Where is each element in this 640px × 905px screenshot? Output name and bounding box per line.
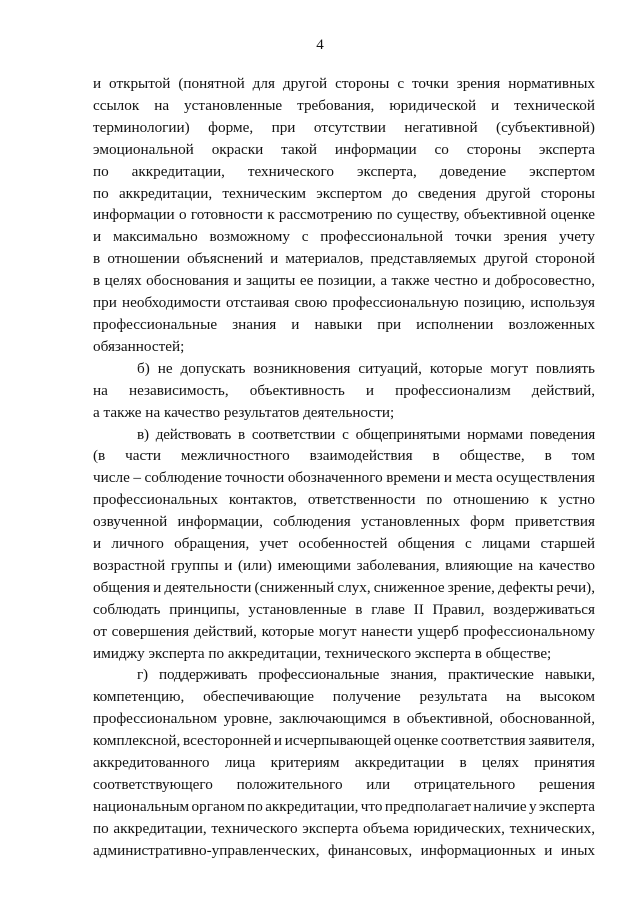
text-line: административно-управленческих, финансовых, информационных и иных [93,841,595,859]
text-line: в целях обоснования и защиты ее позиции, а также честно и добросовестно, [93,272,595,290]
text-line: профессиональном уровне, заключающимся в объективной, обоснованной, [93,710,595,728]
text-line: в отношении объяснений и материалов, представляемых другой стороной [93,250,595,268]
paragraph-item-v [93,424,595,665]
text-line: а также на качество результатов деятельности; [93,403,395,421]
text-line: общения и деятельности (сниженный слух, сниженное зрение, дефекты речи), [93,578,595,596]
text-line: на независимость, объективность и профессионализм действий, [93,381,595,399]
text-line: обязанностей; [93,337,185,355]
text-line: от совершения действий, которые могут нанести ущерб профессиональному [93,622,595,640]
paragraph-continuation [93,73,595,358]
text-line: и личного обращения, учет особенностей общения с лицами старшей [93,535,595,553]
text-line: компетенцию, обеспечивающие получение результата на высоком [93,688,595,706]
text-line: и открытой (понятной для другой стороны с точки зрения нормативных [93,75,595,92]
text-line: национальным органом по аккредитации, что предполагает наличие у эксперта [93,797,595,815]
text-line: по аккредитации, технического эксперта, доведение экспертом [93,162,595,180]
paragraph-item-g [93,664,595,861]
text-line: ссылок на установленные требования, юридической и технической [93,96,595,114]
text-line: при необходимости отстаивая свою профессиональную позицию, используя [93,294,595,312]
text-line: аккредитованного лица критериям аккредитации в целях принятия [93,754,595,772]
text-line: профессиональных контактов, ответственности по отношению к устно [93,491,595,509]
text-line: г) поддерживать профессиональные знания, практические навыки, [137,666,595,684]
text-line: б) не допускать возникновения ситуаций, которые могут повлиять [137,359,595,377]
text-line: возрастной группы и (или) имеющими заболевания, влияющие на качество [93,556,595,574]
document-body [93,73,595,862]
text-line: по аккредитации, технического эксперта объема юридических, технических, [93,819,595,837]
text-line: по аккредитации, техническим экспертом до сведения другой стороны [93,184,595,202]
text-line: эмоциональной окраски такой информации со стороны эксперта [93,140,595,158]
text-line: озвученной информации, соблюдения установленных форм приветствия [93,513,595,531]
text-line: в) действовать в соответствии с общепринятыми нормами поведения [137,425,595,443]
text-line: профессиональные знания и навыки при исполнении возложенных [93,315,595,333]
text-line: информации о готовности к рассмотрению по существу, объективной оценке [93,206,595,224]
text-line: (в части межличностного взаимодействия в обществе, в том [93,447,595,465]
paragraph-item-b [93,358,595,424]
text-line: комплексной, всесторонней и исчерпывающей оценке соответствия заявителя, [93,732,595,750]
text-line: и максимально возможному с профессиональной точки зрения учету [93,228,595,246]
text-line: числе – соблюдение точности обозначенного времени и места осуществления [93,469,595,487]
text-line: соблюдать принципы, установленные в главе II Правил, воздерживаться [93,600,595,618]
page-number: 4 [316,37,324,53]
text-line: имиджу эксперта по аккредитации, технического эксперта в обществе; [93,644,552,662]
text-line: соответствующего положительного или отрицательного решения [93,776,595,793]
text-line: терминологии) форме, при отсутствии негативной (субъективной) [93,118,595,136]
